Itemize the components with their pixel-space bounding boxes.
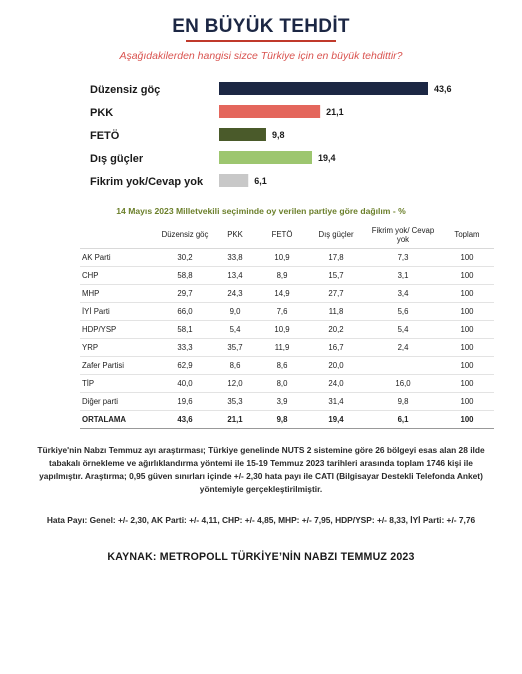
table-row-label: Zafer Partisi [80,356,158,374]
bar [219,105,320,118]
table-row-label: HDP/YSP [80,320,158,338]
table-row [80,266,494,284]
table-cell: 20,0 [306,356,366,374]
table-row [80,374,494,392]
table-cell: 31,4 [306,392,366,410]
table-caption: 14 Mayıs 2023 Milletvekili seçiminde oy verilen partiye göre dağılım - % [116,206,406,216]
table-cell: 100 [440,392,494,410]
bar-category-label: Düzensiz göç [90,84,161,96]
table-cell: 21,1 [212,410,258,428]
table-cell: 3,4 [366,284,440,302]
table-cell: 8,6 [258,356,306,374]
table-row [80,392,494,410]
table-row-label: TİP [80,374,158,392]
table-cell: 8,6 [212,356,258,374]
table-row-label: YRP [80,338,158,356]
table-header [80,224,158,248]
table-cell: 8,9 [258,266,306,284]
blank-margin [0,578,522,674]
bar-category-label: Dış güçler [90,153,144,165]
table-cell: 9,8 [258,410,306,428]
table-cell: 19,4 [306,410,366,428]
bar-category-label: PKK [90,107,114,119]
table-row-label: MHP [80,284,158,302]
table-cell: 3,1 [366,266,440,284]
page-title: EN BÜYÜK TEHDİT [172,16,350,37]
table-cell: 100 [440,320,494,338]
table-header: FETÖ [258,224,306,248]
table-cell: 100 [440,374,494,392]
table-cell [366,356,440,374]
table-header: Fikrim yok/ Cevap yok [366,224,440,248]
table-cell: 100 [440,338,494,356]
table-cell: 7,3 [366,248,440,266]
table-header: Dış güçler [306,224,366,248]
table-cell: 40,0 [158,374,212,392]
table-row-label: AK Parti [80,248,158,266]
table-cell: 27,7 [306,284,366,302]
table-row [80,302,494,320]
bar-value-label: 19,4 [317,153,336,163]
table-cell: 100 [440,248,494,266]
table-cell: 24,3 [212,284,258,302]
table-header: Düzensiz göç [158,224,212,248]
table-cell: 10,9 [258,320,306,338]
table-cell: 100 [440,284,494,302]
table-row [80,248,494,266]
table-cell: 16,7 [306,338,366,356]
table-cell: 17,8 [306,248,366,266]
bar [219,128,266,141]
table-header: Toplam [440,224,494,248]
table-cell: 30,2 [158,248,212,266]
table-cell: 29,7 [158,284,212,302]
table-cell: 58,8 [158,266,212,284]
table-cell: 7,6 [258,302,306,320]
table-cell: 19,6 [158,392,212,410]
table-cell: 100 [440,266,494,284]
table-row-label: ORTALAMA [80,410,158,428]
table-row-label: İYİ Parti [80,302,158,320]
table-cell: 11,8 [306,302,366,320]
table-cell: 5,6 [366,302,440,320]
table-cell: 66,0 [158,302,212,320]
table-row-label: CHP [80,266,158,284]
bar [219,174,248,187]
table-cell: 2,4 [366,338,440,356]
source-credit: KAYNAK: METROPOLL TÜRKİYE’NİN NABZI TEMMUZ 2023 [107,551,415,563]
table-row-label: Diğer parti [80,392,158,410]
table-cell: 35,3 [212,392,258,410]
table-cell: 43,6 [158,410,212,428]
table-cell: 62,9 [158,356,212,374]
table-cell: 100 [440,302,494,320]
threat-bar-chart [0,78,522,196]
table-row [80,284,494,302]
table-header: PKK [212,224,258,248]
table-cell: 14,9 [258,284,306,302]
bar [219,151,312,164]
bar-value-label: 21,1 [326,107,344,117]
bar-value-label: 43,6 [434,84,452,94]
table-total-row [80,410,494,428]
table-cell: 58,1 [158,320,212,338]
bar [219,82,428,95]
table-row [80,320,494,338]
bar-value-label: 9,8 [271,130,285,140]
table-cell: 9,0 [212,302,258,320]
table-cell: 11,9 [258,338,306,356]
bar-value-label: 6,1 [254,176,267,186]
table-cell: 33,3 [158,338,212,356]
table-cell: 20,2 [306,320,366,338]
table-cell: 33,8 [212,248,258,266]
table-cell: 5,4 [366,320,440,338]
table-cell: 16,0 [366,374,440,392]
question-subtitle: Aşağıdakilerden hangisi sizce Türkiye için en büyük tehdittir? [119,50,403,62]
party-breakdown-table [80,224,494,429]
table-cell: 15,7 [306,266,366,284]
table-row [80,338,494,356]
table-cell: 100 [440,356,494,374]
table-cell: 35,7 [212,338,258,356]
title-underline [186,40,336,42]
table-cell: 5,4 [212,320,258,338]
table-cell: 8,0 [258,374,306,392]
methodology-note: Türkiye'nin Nabzı Temmuz ayı araştırması; Türkiye genelinde NUTS 2 sistemine göre 26 bölgeyi esas alan 28 ilde tabakalı örnekleme ve ağırlıklandırma yöntemi ile 15-19 Temmuz 2023 tarihleri arasında toplam 1746 kişi ile yapılmıştır. Araştırma; 0,95 güven sınırları içinde +/- 2,30 hata payı ile CATI (Bilgisayar Destekli Telefonda Anket) yöntemiyle gerçekleştirilmiştir. [37,445,485,494]
bar-category-label: Fikrim yok/Cevap yok [90,176,204,188]
table-cell: 13,4 [212,266,258,284]
table-cell: 9,8 [366,392,440,410]
table-header-row [80,224,494,248]
margin-of-error: Hata Payı: Genel: +/- 2,30, AK Parti: +/- 4,11, CHP: +/- 4,85, MHP: +/- 7,95, HDP/YSP: +/- 8,33, İYİ Parti: +/- 7,76 [46,515,476,525]
table-row [80,356,494,374]
table-cell: 10,9 [258,248,306,266]
table-cell: 12,0 [212,374,258,392]
table-cell: 24,0 [306,374,366,392]
table-cell: 100 [440,410,494,428]
table-cell: 6,1 [366,410,440,428]
table-cell: 3,9 [258,392,306,410]
bar-category-label: FETÖ [90,130,120,142]
